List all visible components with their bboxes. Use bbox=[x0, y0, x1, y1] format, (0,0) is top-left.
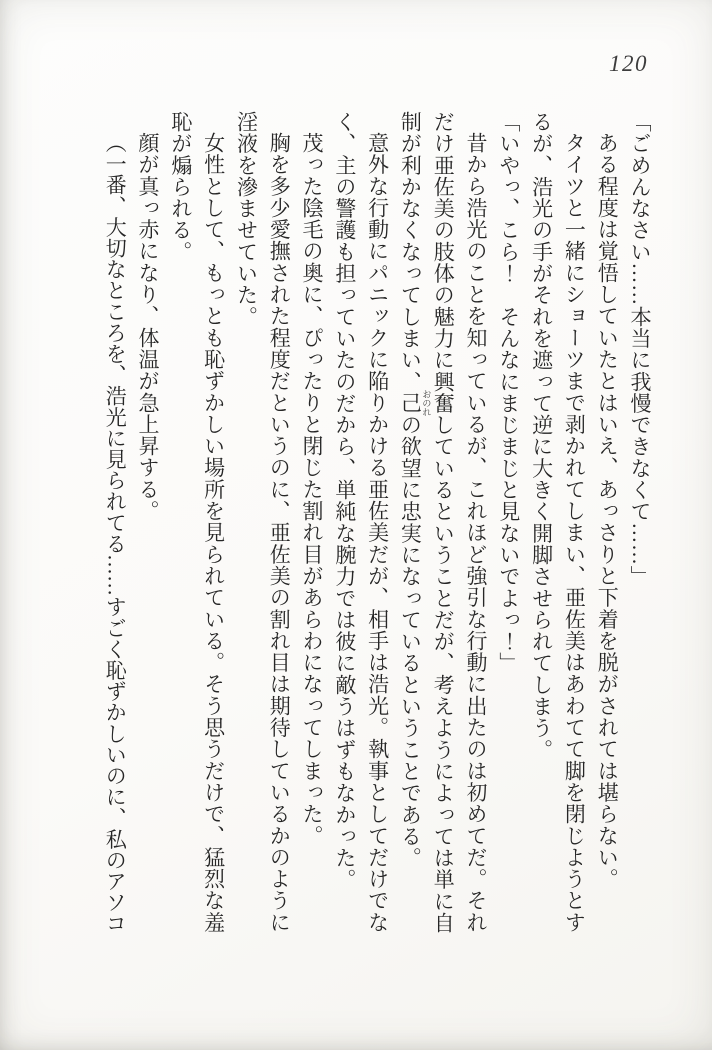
paragraph: 女性として、もっとも恥ずかしい場所を見られている。そう思うだけで、猛烈な羞恥が煽られる。 bbox=[168, 111, 226, 934]
paragraph: 意外な行動にパニックに陥りかける亜佐美だが、相手は浩光。執事としてだけでなく、主の警護も担っていたのだから、単純な腕力では彼に敵うはずもなかった。 bbox=[332, 111, 390, 934]
furigana-ruby: 己 おのれ bbox=[398, 389, 432, 417]
paragraph: 顔が真っ赤になり、体温が急上昇する。 bbox=[136, 132, 161, 522]
page-number: 120 bbox=[609, 51, 648, 76]
paragraph: タイツと一緒にショーツまで剥かれてしまい、亜佐美はあわてて脚を閉じようとするが、浩光の手がそれを遮って逆に大きく開脚させられてしまう。 bbox=[529, 111, 587, 934]
paragraph: 胸を多少愛撫された程度だというのに、亜佐美の割れ目は期待しているかのように淫液を滲ませていた。 bbox=[234, 111, 292, 934]
page-text bbox=[98, 111, 656, 935]
paragraph: 「ごめんなさい……本当に我慢できなくて……」 bbox=[628, 111, 652, 588]
paragraph: （一番、大切なところを、浩光に見られてる……すごく恥ずかしいのに、私のアソコ bbox=[103, 132, 128, 934]
paragraph: ある程度は覚悟していたとはいえ、あっさりと下着を脱がされては堪らない。 bbox=[595, 132, 620, 890]
paragraph: 昔から浩光のことを知っているが、これほど強引な行動に出たのは初めてだ。それだけ亜佐美の肢体の魅力に興奮しているということだが、考えようによっては単に自制が利かなくなってしまい、己 おのれの欲望に忠実になっているということである。 bbox=[398, 111, 489, 934]
paragraph: 茂った陰毛の奥に、ぴったりと閉じた割れ目があらわになってしまった。 bbox=[300, 132, 325, 847]
paragraph: 「いやっ、こら！ そんなにまじまじと見ないでよっ！」 bbox=[496, 111, 521, 674]
